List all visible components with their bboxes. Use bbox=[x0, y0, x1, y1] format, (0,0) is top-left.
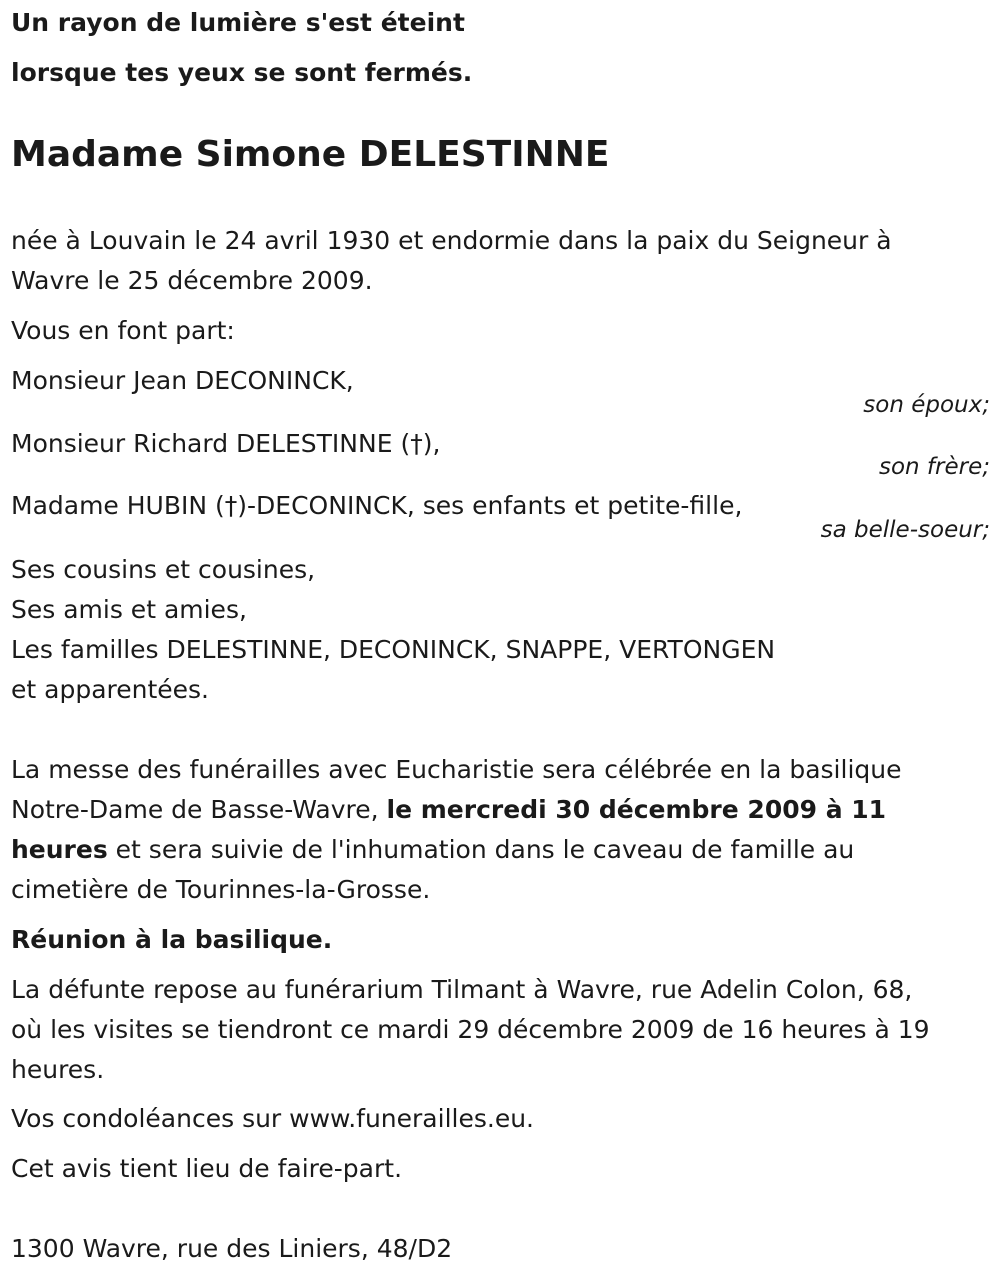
family-member-relation: son frère; bbox=[878, 454, 990, 480]
others-line: Ses amis et amies, bbox=[11, 595, 247, 624]
others-line: et apparentées. bbox=[11, 675, 209, 704]
mass-line-4: cimetière de Tourinnes-la-Grosse. bbox=[11, 875, 431, 904]
mass-line-1: La messe des funérailles avec Eucharistie sera célébrée en la basilique bbox=[11, 755, 902, 784]
meeting-text: Réunion à la basilique. bbox=[11, 925, 333, 954]
mass-line-2 bbox=[11, 795, 886, 824]
epigraph-line-1: Un rayon de lumière s'est éteint bbox=[11, 8, 465, 37]
family-member-name: Monsieur Richard DELESTINNE (†), bbox=[11, 429, 441, 458]
family-address: 1300 Wavre, rue des Liniers, 48/D2 bbox=[11, 1234, 453, 1263]
mass-location: Notre-Dame de Basse-Wavre, bbox=[11, 795, 387, 824]
visit-line-1: La défunte repose au funérarium Tilmant à Wavre, rue Adelin Colon, 68, bbox=[11, 975, 913, 1004]
visit-line-3: heures. bbox=[11, 1055, 105, 1084]
others-line: Ses cousins et cousines, bbox=[11, 555, 316, 584]
family-member-relation: son époux; bbox=[863, 392, 990, 418]
condolences-text: Vos condoléances sur www.funerailles.eu. bbox=[11, 1104, 534, 1133]
announce-text: Vous en font part: bbox=[11, 316, 235, 345]
epigraph-line-2: lorsque tes yeux se sont fermés. bbox=[11, 58, 473, 87]
family-member-relation: sa belle-soeur; bbox=[820, 517, 990, 543]
mass-burial: et sera suivie de l'inhumation dans le caveau de famille au bbox=[107, 835, 855, 864]
deceased-name: Madame Simone DELESTINNE bbox=[11, 134, 610, 175]
family-member-name: Madame HUBIN (†)-DECONINCK, ses enfants et petite-fille, bbox=[11, 491, 743, 520]
birth-line-2: Wavre le 25 décembre 2009. bbox=[11, 266, 373, 295]
birth-line-1: née à Louvain le 24 avril 1930 et endormie dans la paix du Seigneur à bbox=[11, 226, 892, 255]
mass-line-3 bbox=[11, 835, 854, 864]
mass-hour: heures bbox=[11, 835, 108, 864]
mass-date: le mercredi 30 décembre 2009 à 11 bbox=[386, 795, 887, 824]
notice-text: Cet avis tient lieu de faire-part. bbox=[11, 1154, 403, 1183]
family-member-name: Monsieur Jean DECONINCK, bbox=[11, 366, 354, 395]
visit-line-2: où les visites se tiendront ce mardi 29 décembre 2009 de 16 heures à 19 bbox=[11, 1015, 930, 1044]
others-line: Les familles DELESTINNE, DECONINCK, SNAPPE, VERTONGEN bbox=[11, 635, 776, 664]
